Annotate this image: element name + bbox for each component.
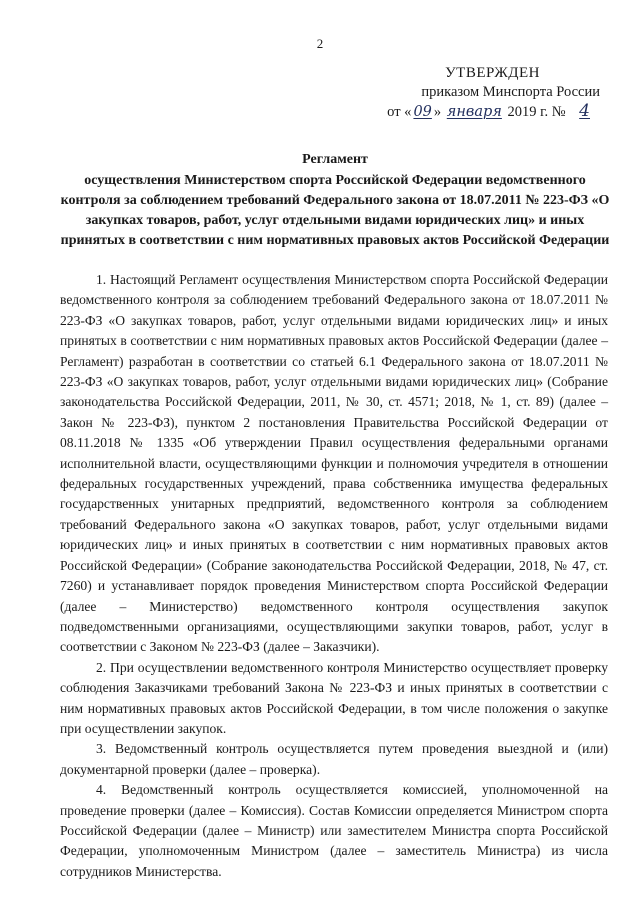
handwritten-month: января <box>446 104 502 120</box>
regulation-title <box>60 150 610 251</box>
handwritten-order-number: 4 <box>579 101 590 121</box>
regulation-subtitle: осуществления Министерством спорта Российской Федерации ведомственного контроля за соблюдением требований Федерального закона от 18.07.2011 № 223-ФЗ «О закупках товаров, работ, услуг отдельными видами юридических лиц» и иных принятых в соответствии с ним нормативных правовых актов Российской Федерации <box>60 173 610 248</box>
approval-order: приказом Минспорта России <box>421 84 600 100</box>
date-mid: » <box>433 104 442 120</box>
paragraph-3: 3. Ведомственный контроль осуществляется путем проведения выездной и (или) документарной проверки (далее – проверка). <box>60 741 608 777</box>
approval-date-line <box>340 102 600 122</box>
approval-title: УТВЕРЖДЕН <box>445 65 540 81</box>
date-year: 2019 г. № <box>507 104 566 120</box>
paragraph-1: 1. Настоящий Регламент осуществления Министерством спорта Российской Федерации ведомственного контроля за соблюдением требований Федерального закона от 18.07.2011 № 223-ФЗ «О закупках товаров, работ, услуг отдельными видами юридических лиц» и иных принятых в соответствии с ним нормативных правовых актов Российской Федерации (далее – Регламент) разработан в соответствии со статьей 6.1 Федерального закона от 18.07.2011 № 223-ФЗ «О закупках товаров, работ, услуг отдельными видами юридических лиц» (Собрание законодательства Российской Федерации, 2011, № 30, ст. 4571; 2018, № 1, ст. 89) (далее – Закон № 223-ФЗ), пунктом 2 постановления Правительства Российской Федерации от 08.11.2018 № 1335 «Об утверждении Правил осуществления федеральными органами исполнительной власти, осуществляющими функции и полномочия учредителя в отношении федеральных государственных учреждений, права собственника имущества федеральных государственных унитарных предприятий, ведомственного контроля за соблюдением требований Федерального закона «О закупках товаров, работ, услуг отдельными видами юридических лиц» и иных принятых в соответствии с ним нормативных правовых актов Российской Федерации» (Собрание законодательства Российской Федерации, 2018, № 47, ст. 7260) и устанавливает порядок проведения Министерством спорта Российской Федерации (далее – Министерство) ведомственного контроля осуществления закупок подведомственными организациями, осуществляющими закупки товаров, работ, услуг в соответствии с Законом № 223-ФЗ (далее – Заказчики). <box>60 272 608 655</box>
date-prefix: от « <box>387 104 412 120</box>
approval-stamp-block <box>340 64 600 122</box>
paragraph-4: 4. Ведомственный контроль осуществляется комиссией, уполномоченной на проведение проверки (далее – Комиссия). Состав Комиссии определяется Министром спорта Российской Федерации (далее – Министр) или заместителем Министра спорта Российской Федерации, уполномоченным Министром (далее – заместитель Министра) из числа сотрудников Министерства. <box>60 782 608 879</box>
regulation-heading: Регламент <box>302 152 368 167</box>
regulation-body <box>60 270 608 882</box>
paragraph-2: 2. При осуществлении ведомственного контроля Министерство осуществляет проверку соблюдения Заказчиками требований Закона № 223-ФЗ и иных принятых в соответствии с ним нормативных правовых актов Российской Федерации, в том числе положения о закупке при осуществлении закупок. <box>60 659 608 736</box>
handwritten-day: 09 <box>413 104 432 120</box>
page-number: 2 <box>316 36 324 51</box>
